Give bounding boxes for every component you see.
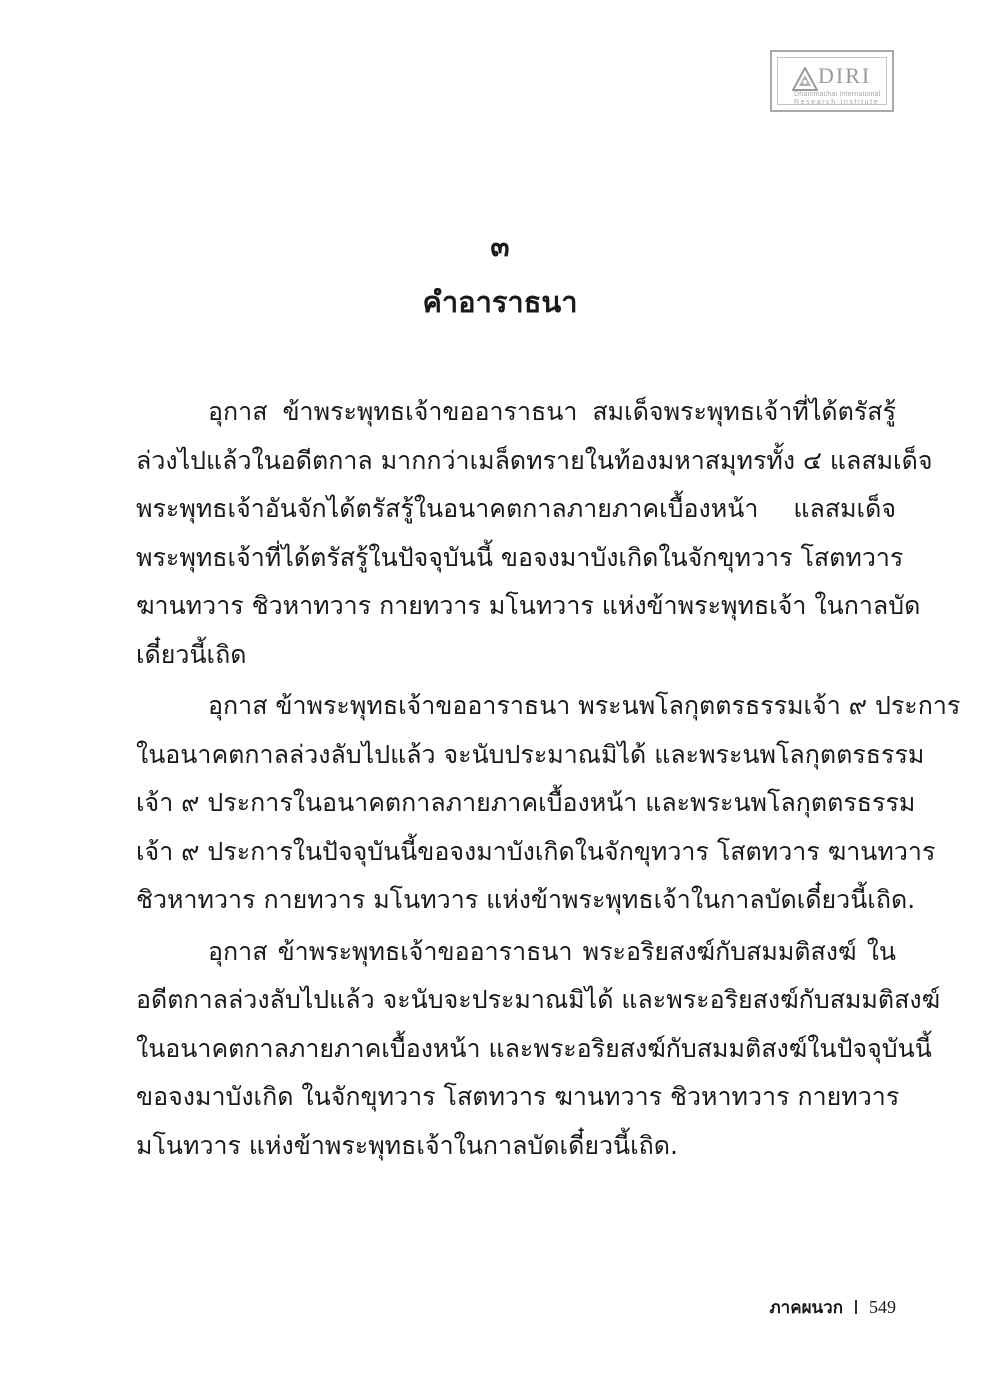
text-line: ขอจงมาบังเกิด ในจักขุทวาร โสตทวาร ฆานทวาร ชิวหาทวาร กายทวาร bbox=[136, 1082, 900, 1111]
chapter-title: คำอาราธนา bbox=[422, 285, 578, 319]
text-line: เจ้า ๙ ประการในอนาคตกาลภายภาคเบื้องหน้า และพระนพโลกุตตรธรรม bbox=[136, 788, 916, 817]
text-line: พระพุทธเจ้าอันจักได้ตรัสรู้ในอนาคตกาลภายภาคเบื้องหน้า แลสมเด็จ bbox=[136, 494, 896, 523]
text-line: ในอนาคตกาลภายภาคเบื้องหน้า และพระอริยสงฆ์กับสมมติสงฆ์ในปัจจุบันนี้ bbox=[136, 1033, 932, 1063]
text-line: ในอนาคตกาลล่วงลับไปแล้ว จะนับประมาณมิได้ และพระนพโลกุตตรธรรม bbox=[136, 739, 925, 769]
text-line: ล่วงไปแล้วในอดีตกาล มากกว่าเมล็ดทรายในท้องมหาสมุทรทั้ง ๔ แลสมเด็จ bbox=[136, 445, 933, 475]
body-text bbox=[136, 388, 961, 1173]
logo-wordmark: DIRI bbox=[818, 63, 872, 88]
text-line: อุกาส ข้าพระพุทธเจ้าขออาราธนา พระนพโลกุตตรธรรมเจ้า ๙ ประการ bbox=[208, 691, 961, 720]
paragraph bbox=[136, 682, 961, 925]
footer-section-name: ภาคผนวก bbox=[769, 1298, 843, 1318]
text-line: ฆานทวาร ชิวหาทวาร กายทวาร มโนทวาร แห่งข้าพระพุทธเจ้า ในกาลบัด bbox=[136, 591, 921, 620]
text-line: พระพุทธเจ้าที่ได้ตรัสรู้ในปัจจุบันนี้ ขอจงมาบังเกิดในจักขุทวาร โสตทวาร bbox=[136, 542, 904, 572]
footer-divider bbox=[855, 1300, 857, 1314]
logo-subtitle-line2: Research Institute bbox=[794, 99, 880, 106]
text-line: มโนทวาร แห่งข้าพระพุทธเจ้าในกาลบัดเดี๋ยวนี้เถิด. bbox=[136, 1130, 678, 1160]
text-line: ชิวหาทวาร กายทวาร มโนทวาร แห่งข้าพระพุทธเจ้าในกาลบัดเดี๋ยวนี้เถิด. bbox=[136, 885, 916, 914]
chapter-number: ๓ bbox=[490, 230, 510, 263]
text-line: เดี๋ยวนี้เถิด bbox=[136, 639, 247, 669]
paragraph bbox=[136, 928, 941, 1171]
text-line: อดีตกาลล่วงลับไปแล้ว จะนับจะประมาณมิได้ และพระอริยสงฆ์กับสมมติสงฆ์ bbox=[136, 985, 941, 1014]
diri-logo bbox=[770, 50, 894, 112]
paragraph bbox=[136, 388, 933, 679]
page-footer bbox=[769, 1296, 896, 1319]
triangle-logo-icon bbox=[792, 67, 818, 91]
text-line: อุกาส ข้าพระพุทธเจ้าขออาราธนา สมเด็จพระพุทธเจ้าที่ได้ตรัสรู้ bbox=[208, 397, 896, 426]
page-number: 549 bbox=[869, 1297, 896, 1317]
logo-subtitle-line1: Dhammachai International bbox=[794, 91, 881, 98]
text-line: เจ้า ๙ ประการในปัจจุบันนี้ขอจงมาบังเกิดในจักขุทวาร โสตทวาร ฆานทวาร bbox=[136, 836, 936, 866]
logo-inner-frame bbox=[777, 57, 887, 105]
text-line: อุกาส ข้าพระพุทธเจ้าขออาราธนา พระอริยสงฆ์กับสมมติสงฆ์ ใน bbox=[208, 936, 896, 966]
